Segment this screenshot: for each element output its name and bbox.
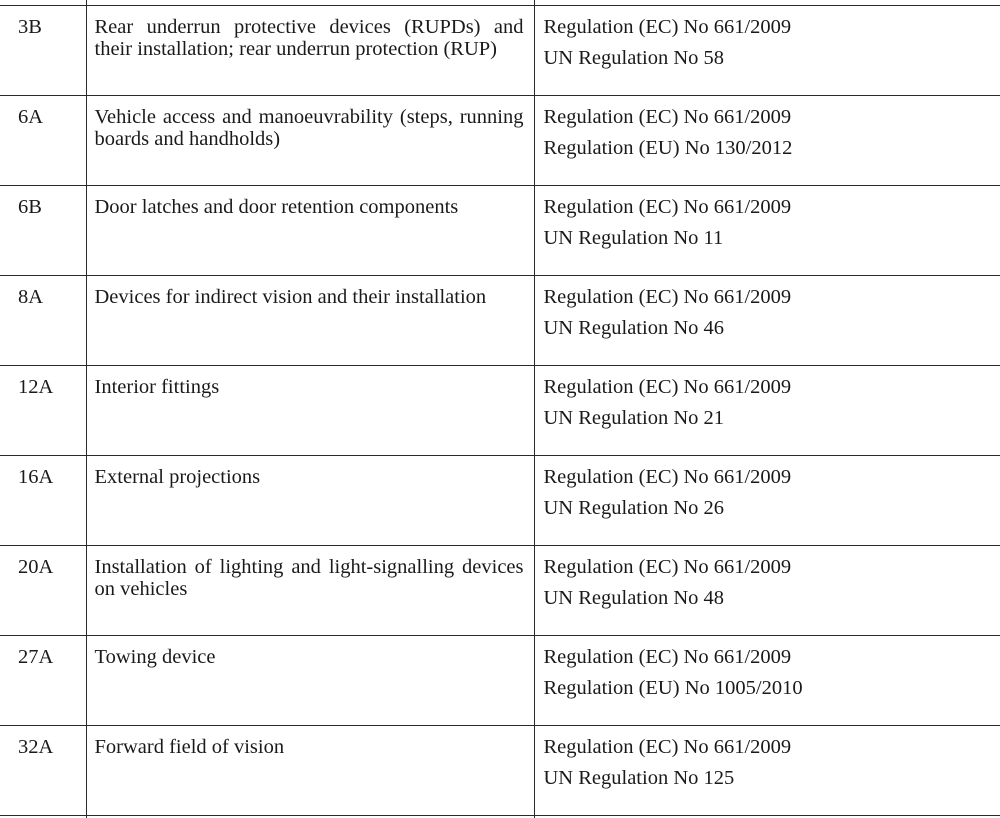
regulatory-act: UN Regulation No 46 — [544, 317, 1000, 339]
regulatory-act: Regulation (EC) No 661/2009 — [544, 16, 1000, 38]
table-row — [0, 186, 1000, 276]
table-row — [0, 6, 1000, 96]
item-code: 6A — [0, 96, 86, 186]
item-subject: Devices for indirect vision and their installation — [86, 276, 534, 366]
item-code: 27A — [0, 636, 86, 726]
regulatory-acts — [534, 726, 1000, 816]
regulatory-act: UN Regulation No 58 — [544, 47, 1000, 69]
item-subject: External projections — [86, 456, 534, 546]
item-subject: Towing device — [86, 636, 534, 726]
regulatory-act: Regulation (EC) No 661/2009 — [544, 556, 1000, 578]
regulatory-act: Regulation (EU) No 130/2012 — [544, 137, 1000, 159]
table-row — [0, 276, 1000, 366]
regulatory-act: UN Regulation No 48 — [544, 587, 1000, 609]
regulatory-acts — [534, 546, 1000, 636]
item-subject: Rear underrun protective devices (RUPDs) and their installation; rear underrun protection (RUP) — [86, 6, 534, 96]
regulatory-act: Regulation (EC) No 661/2009 — [544, 286, 1000, 308]
item-code: 12A — [0, 366, 86, 456]
regulatory-acts — [534, 366, 1000, 456]
item-code: 32A — [0, 726, 86, 816]
regulatory-acts — [534, 456, 1000, 546]
regulatory-act: Regulation (EU) No 1005/2010 — [544, 677, 1000, 699]
regulatory-acts — [534, 636, 1000, 726]
item-subject: Door latches and door retention components — [86, 186, 534, 276]
regulatory-act: UN Regulation No 11 — [544, 227, 1000, 249]
regulatory-act: Regulation (EC) No 661/2009 — [544, 466, 1000, 488]
regulatory-acts — [534, 6, 1000, 96]
item-code: 16A — [0, 456, 86, 546]
regulatory-acts — [534, 276, 1000, 366]
table-row — [0, 456, 1000, 546]
regulatory-acts — [534, 186, 1000, 276]
item-subject: Installation of lighting and light-signalling devices on vehicles — [86, 546, 534, 636]
item-code: 20A — [0, 546, 86, 636]
table-row — [0, 726, 1000, 816]
item-code: 3B — [0, 6, 86, 96]
regulatory-act: Regulation (EC) No 661/2009 — [544, 736, 1000, 758]
item-subject: Interior fittings — [86, 366, 534, 456]
table-row — [0, 636, 1000, 726]
regulatory-acts — [534, 96, 1000, 186]
item-code: 6B — [0, 186, 86, 276]
table-row — [0, 96, 1000, 186]
item-subject: Forward field of vision — [86, 726, 534, 816]
regulatory-act: UN Regulation No 125 — [544, 767, 1000, 789]
item-code: 8A — [0, 276, 86, 366]
item-subject: Vehicle access and manoeuvrability (steps, running boards and handholds) — [86, 96, 534, 186]
regulatory-act: Regulation (EC) No 661/2009 — [544, 196, 1000, 218]
regulatory-act: Regulation (EC) No 661/2009 — [544, 106, 1000, 128]
regulatory-act: UN Regulation No 26 — [544, 497, 1000, 519]
regulatory-act: Regulation (EC) No 661/2009 — [544, 376, 1000, 398]
regulatory-act: UN Regulation No 21 — [544, 407, 1000, 429]
table-row — [0, 366, 1000, 456]
table-row — [0, 546, 1000, 636]
regulatory-act: Regulation (EC) No 661/2009 — [544, 646, 1000, 668]
